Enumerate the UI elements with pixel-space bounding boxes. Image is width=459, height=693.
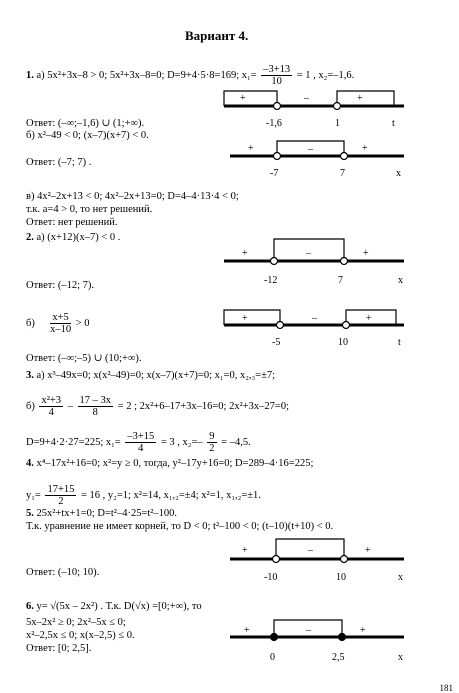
axis-label: x xyxy=(398,652,403,663)
number-line-6 xyxy=(220,612,410,664)
open-point xyxy=(277,322,284,329)
answer-1c: Ответ: нет решений. xyxy=(26,217,118,228)
point-label: 10 xyxy=(338,337,348,348)
fraction-x1: $\frac{-3+13}{10}$ xyxy=(263,64,291,87)
sign-label: – xyxy=(306,625,311,636)
task-number-2: 2. xyxy=(26,232,34,243)
point-label: -5 xyxy=(272,337,281,348)
sign-label: + xyxy=(242,248,248,259)
answer-2a: Ответ: (–12; 7). xyxy=(26,280,95,291)
task-6-text: y= √(5x – 2x²) . Т.к. D(√x) =[0;+∞), то xyxy=(36,601,202,612)
open-point xyxy=(341,556,348,563)
number-line-3 xyxy=(220,234,410,286)
task-2a-line xyxy=(26,232,120,244)
answer-5: Ответ: (–10; 10). xyxy=(26,567,100,578)
y1-label: y₁= xyxy=(26,489,41,501)
number-line-1 xyxy=(220,88,410,132)
point-label: 10 xyxy=(336,572,346,583)
answer-6: Ответ: [0; 2,5]. xyxy=(26,643,92,654)
fraction-3b-x2: $\frac{9}{2}$ xyxy=(209,431,215,454)
page-number: 181 xyxy=(439,683,453,693)
sign-label: + xyxy=(242,313,248,324)
task-4-text: x⁴–17x²+16=0; x²=y ≥ 0, тогда, y²–17y+16=0; D=289–4·16=225; xyxy=(36,458,314,469)
number-line-5 xyxy=(220,534,410,586)
page-title: Вариант 4. xyxy=(185,28,249,43)
task-number-3: 3. xyxy=(26,370,34,381)
task-5-condition: Т.к. уравнение не имеет корней, то D < 0; t²–100 < 0; (t–10)(t+10) < 0. xyxy=(26,521,334,532)
answer-1a: Ответ: (–∞;–1,6) ∪ (1;+∞). xyxy=(26,118,145,129)
point-label: 1 xyxy=(335,118,340,129)
task-number-6: 6. xyxy=(26,601,34,612)
task-1b-line: б) x²–49 < 0; (x–7)(x+7) < 0. xyxy=(26,130,149,141)
number-line-2 xyxy=(220,134,410,180)
sign-label: – xyxy=(308,545,313,556)
sign-label: + xyxy=(362,143,368,154)
task-2b-text: > 0 xyxy=(75,317,90,329)
open-point xyxy=(274,103,281,110)
point-label: 2,5 xyxy=(332,652,345,663)
root-text: = 3 , x₂=– xyxy=(160,436,203,448)
closed-point xyxy=(339,634,346,641)
open-point xyxy=(271,258,278,265)
sign-label: – xyxy=(312,313,317,324)
open-point xyxy=(273,556,280,563)
point-label: -10 xyxy=(264,572,278,583)
sign-label: – xyxy=(304,93,309,104)
axis-label: t xyxy=(398,337,401,348)
task-6-step-2: x²–2,5x ≤ 0; x(x–2,5) ≤ 0. xyxy=(26,630,135,641)
open-point xyxy=(341,153,348,160)
task-2b-label: б) xyxy=(26,317,35,329)
task-3b-label: б) xyxy=(26,400,35,412)
point-label: 7 xyxy=(338,275,343,286)
discriminant-text: D=9+4·2·27=225; x₁= xyxy=(26,436,121,448)
task-3a-line xyxy=(26,370,275,382)
task-4-line xyxy=(26,458,313,470)
task-5-line xyxy=(26,508,177,520)
task-3b-line xyxy=(26,395,289,418)
task-1a-text-end: = 1 , x₂=–1,6. xyxy=(296,69,355,81)
task-2b-line xyxy=(26,312,90,335)
point-label: -7 xyxy=(270,168,279,179)
interval-bracket xyxy=(224,310,280,325)
axis-label: x xyxy=(398,275,403,286)
sign-label: – xyxy=(308,144,313,155)
sign-label: + xyxy=(240,93,246,104)
task-4-roots: = 16 , y₂=1; x²=14, x₁,₂=±4; x²=1, x₁,₂=±1. xyxy=(81,489,261,501)
sign-label: – xyxy=(306,248,311,259)
sign-label: + xyxy=(366,313,372,324)
axis-label: t xyxy=(392,118,395,129)
task-6-line xyxy=(26,601,202,613)
fraction-3b-2: $\frac{17 - 3x}{8}$ xyxy=(79,395,112,418)
answer-1b: Ответ: (–7; 7) . xyxy=(26,157,92,168)
axis-label: x xyxy=(396,168,401,179)
task-4-solution xyxy=(26,484,261,507)
task-3b-text: = 2 ; 2x²+6–17+3x–16=0; 2x²+3x–27=0; xyxy=(117,400,289,412)
sign-label: + xyxy=(360,625,366,636)
task-3b-solution xyxy=(26,431,251,454)
fraction-4-y1: $\frac{17+15}{2}$ xyxy=(47,484,75,507)
fraction-3b-x1: $\frac{-3+15}{4}$ xyxy=(127,431,155,454)
task-2a-text: а) (x+12)(x–7) < 0 . xyxy=(36,232,121,243)
interval-bracket xyxy=(337,91,394,106)
sign-label: + xyxy=(357,93,363,104)
open-point xyxy=(343,322,350,329)
open-point xyxy=(274,153,281,160)
point-label: -12 xyxy=(264,275,278,286)
answer-2b: Ответ: (–∞;–5) ∪ (10;+∞). xyxy=(26,353,142,364)
task-1c-line: в) 4x²–2x+13 < 0; 4x²–2x+13=0; D=4–4·13·4 < 0; xyxy=(26,191,239,202)
root-value: = –4,5. xyxy=(221,436,251,448)
sign-label: + xyxy=(242,545,248,556)
task-number-4: 4. xyxy=(26,458,34,469)
sign-label: + xyxy=(365,545,371,556)
interval-bracket xyxy=(224,91,277,106)
number-line-4 xyxy=(220,300,410,350)
task-number-1: 1. xyxy=(26,69,34,81)
open-point xyxy=(334,103,341,110)
fraction-2b: $\frac{x+5}{x-10}$ xyxy=(50,312,72,335)
task-5-text: 25x²+tx+1=0; D=t²–4·25=t²–100. xyxy=(36,508,178,519)
closed-point xyxy=(271,634,278,641)
task-number-5: 5. xyxy=(26,508,34,519)
task-1c-note: т.к. a=4 > 0, то нет решений. xyxy=(26,204,153,215)
minus-sign: – xyxy=(67,400,73,412)
axis-label: x xyxy=(398,572,403,583)
point-label: -1,6 xyxy=(266,118,282,129)
point-label: 7 xyxy=(340,168,345,179)
sign-label: + xyxy=(363,248,369,259)
task-1a-text: а) 5x²+3x–8 > 0; 5x²+3x–8=0; D=9+4·5·8=169; x₁= xyxy=(36,69,257,81)
task-1a-line xyxy=(26,64,354,87)
task-6-step-1: 5x–2x² ≥ 0; 2x²–5x ≤ 0; xyxy=(26,617,126,628)
fraction-3b-1: $\frac{\text{x²+3}}{4}$ xyxy=(41,395,62,418)
sign-label: + xyxy=(248,143,254,154)
task-3a-text: а) x³–49x=0; x(x²–49)=0; x(x–7)(x+7)=0; x₁=0, x₂,₃=±7; xyxy=(36,370,276,381)
point-label: 0 xyxy=(270,652,275,663)
open-point xyxy=(341,258,348,265)
sign-label: + xyxy=(244,625,250,636)
